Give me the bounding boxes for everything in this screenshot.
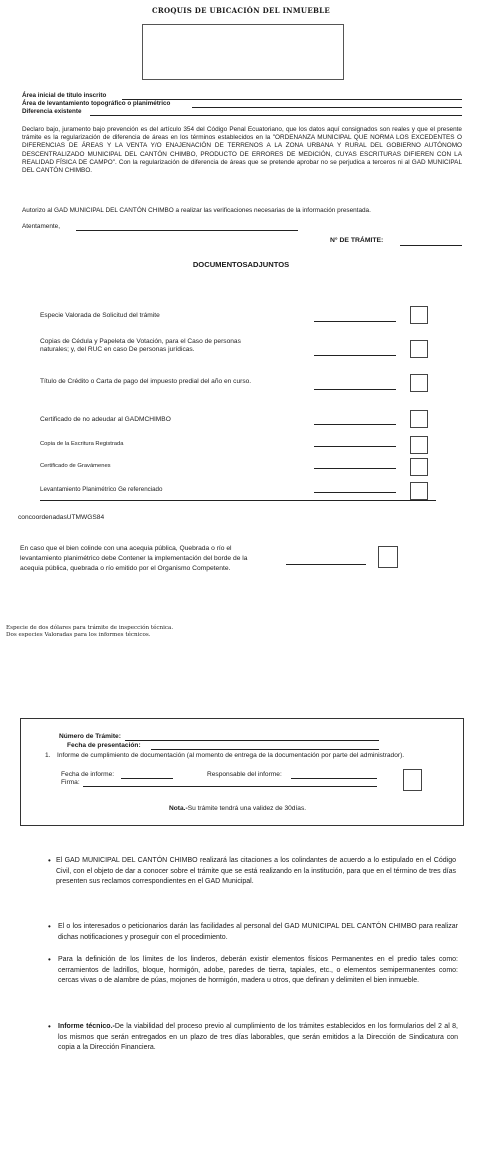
bullet-limites: Para la definición de los límites de los linderos, deberán existir elementos físicos Permanentes en el predio tales como: cerramientos de ladrillos, bloque, hormigón, adobe, paredes de tierra, tapiales, etc., o elementos semipermanentes como: cercas vivas o de alambre de púas, mojones de hormigón, madera u otros, que definan y delimiten el bien inmueble. [58, 956, 458, 985]
authorization-paragraph: Autorizo al GAD MUNICIPAL DEL CANTÓN CHIMBO a realizar las verificaciones necesarias de la información presentada. [22, 207, 371, 214]
doc-line-titulo [314, 389, 396, 390]
declaration-paragraph: Declaro bajo, juramento bajo prevención es del artículo 354 del Código Penal Ecuatoriano, que los datos aquí consignados son reales y que el presente trámite es la regularización de diferencia de áreas en los términos establecidos en la "ORDENANZA MUNICIPAL QUE NORMA LOS EXCEDENTES O DIFERENCIAS DE ÁREAS Y LA VENTA Y/O ENAJENACIÓN DE TERRENOS A LA ZONA URBANA Y RURAL DEL GOBIERNO AUTÓNOMO DESCENTRALIZADO MUNICIPAL DEL CANTÓN CHIMBO, PRODUCTO DE ERRORES DE MEDICIÓN, CUYAS ESCRITURAS DIFIEREN CON LA REALIDAD FÍSICA DE CAMPO". Con la regularización de diferencia de áreas que se pretende aprobar no se perjudica a terceros ni al GAD MUNICIPAL DEL CANTÓN CHIMBO. [22, 126, 462, 175]
bullet-informe-bold: Informe técnico.- [58, 1023, 115, 1030]
bullet-dot-3: • [48, 955, 51, 964]
admin-responsable-field[interactable] [291, 778, 377, 779]
acequia-checkbox[interactable] [378, 546, 398, 568]
admin-numero-field[interactable] [125, 740, 379, 741]
tramite-number-field[interactable] [400, 245, 462, 246]
signature-line[interactable] [76, 230, 298, 231]
admin-fecha-presentacion-field[interactable] [151, 749, 379, 750]
doc-line-levantamiento [314, 492, 396, 493]
bullet-interesados: El o los interesados o peticionarios darán las facilidades al personal del GAD MUNICIPAL DEL CANTÓN CHIMBO para realizar dichas notificaciones y proseguir con el procedimiento. [58, 923, 458, 941]
area-inicial-field[interactable] [122, 99, 462, 100]
tramite-number-label: N° DE TRÁMITE: [330, 237, 384, 244]
doc-checkbox-certificado[interactable] [410, 410, 428, 428]
admin-nota-bold: Nota.- [169, 805, 188, 812]
especie-note-1: Especie de dos dólares para trámite de inspección técnica. [6, 625, 174, 631]
doc-line-certificado [314, 424, 396, 425]
administrator-box [20, 718, 464, 826]
doc-checkbox-especie[interactable] [410, 306, 428, 324]
bullet-dot-1: • [48, 856, 51, 865]
especie-note-2: Dos especies Valoradas para los informes técnicos. [6, 632, 151, 638]
doc-line-escritura [314, 446, 396, 447]
admin-item-number: 1. [45, 752, 51, 759]
bullet-informe-text: De la viabilidad del proceso previo al cumplimiento de los trámites establecidos en los formularios del 2 al 8, los mismos que serán entregados en un plazo de tres días laborables, que serán emitidos a la Dirección de Sindicatura con copia a la Dirección Financiera. [58, 1023, 458, 1052]
doc-item-gravamenes: Certificado de Gravámenes [40, 463, 111, 469]
area-levantamiento-field[interactable] [192, 107, 462, 108]
diferencia-field[interactable] [90, 115, 462, 116]
acequia-paragraph: En caso que el bien colinde con una acequia pública, Quebrada o río el levantamiento planimétrico debe Contener la implementación del borde de la acequia pública, quebrada o río emitido por el Organismo Competente. [20, 545, 248, 573]
doc-line-gravamenes [314, 468, 396, 469]
admin-numero-label: Número de Trámite: [59, 733, 121, 740]
doc-line-cedula [314, 355, 396, 356]
doc-divider [40, 500, 436, 501]
location-sketch-box[interactable] [142, 24, 344, 80]
admin-fecha-informe-field[interactable] [121, 778, 173, 779]
admin-firma-label: Firma: [61, 779, 80, 786]
admin-fecha-presentacion-label: Fecha de presentación: [67, 742, 141, 749]
doc-checkbox-cedula[interactable] [410, 340, 428, 358]
doc-checkbox-levantamiento[interactable] [410, 482, 428, 500]
area-levantamiento-label: Área de levantamiento topográfico o planimétrico [22, 100, 171, 107]
admin-responsable-label: Responsable del informe: [207, 771, 282, 778]
doc-item-cedula: Copias de Cédula y Papeleta de Votación, para el Caso de personas naturales; y, del RUC en caso De personas jurídicas. [40, 338, 241, 354]
acequia-line [286, 564, 366, 565]
admin-informe-text: Informe de cumplimiento de documentación (al momento de entrega de la documentación por parte del administrador). [57, 752, 405, 759]
doc-checkbox-gravamenes[interactable] [410, 458, 428, 476]
area-inicial-label: Área inicial de título inscrito [22, 92, 107, 99]
page-title: CROQUIS DE UBICACIÓN DEL INMUEBLE [151, 6, 331, 15]
doc-item-certificado: Certificado de no adeudar al GADMCHIMBO [40, 416, 171, 423]
admin-nota [169, 805, 306, 814]
coordinates-text: concoordenadasUTMWGS84 [18, 514, 105, 521]
diferencia-label: Diferencia existente [22, 108, 82, 115]
admin-firma-field[interactable] [83, 786, 377, 787]
doc-item-escritura: Copia de la Escritura Registrada [40, 441, 124, 447]
bullet-dot-2: • [48, 922, 51, 931]
atentamente-label: Atentamente, [22, 223, 61, 230]
bullet-informe-tecnico [58, 1022, 458, 1054]
admin-nota-text: Su trámite tendrá una validez de 30días. [187, 805, 307, 812]
doc-item-titulo: Título de Crédito o Carta de pago del impuesto predial del año en curso. [40, 378, 252, 385]
doc-item-especie: Especie Valorada de Solicitud del trámite [40, 312, 160, 319]
admin-fecha-informe-label: Fecha de informe: [61, 771, 115, 778]
documents-title: DOCUMENTOSADJUNTOS [192, 260, 290, 269]
doc-checkbox-titulo[interactable] [410, 374, 428, 392]
doc-line-especie [314, 321, 396, 322]
admin-checkbox[interactable] [403, 769, 422, 791]
bullet-citaciones: El GAD MUNICIPAL DEL CANTÓN CHIMBO realizará las citaciones a los colindantes de acuerdo a lo estipulado en el Código Civil, con el objeto de dar a conocer sobre el trámite que se está realizando en la institución, para que en el término de tres días presenten sus reclamos correspondientes en el GAD Municipal. [56, 857, 456, 886]
doc-item-levantamiento: Levantamiento Planimétrico Ge referenciado [40, 486, 163, 493]
doc-checkbox-escritura[interactable] [410, 436, 428, 454]
bullet-dot-4: • [48, 1022, 51, 1031]
